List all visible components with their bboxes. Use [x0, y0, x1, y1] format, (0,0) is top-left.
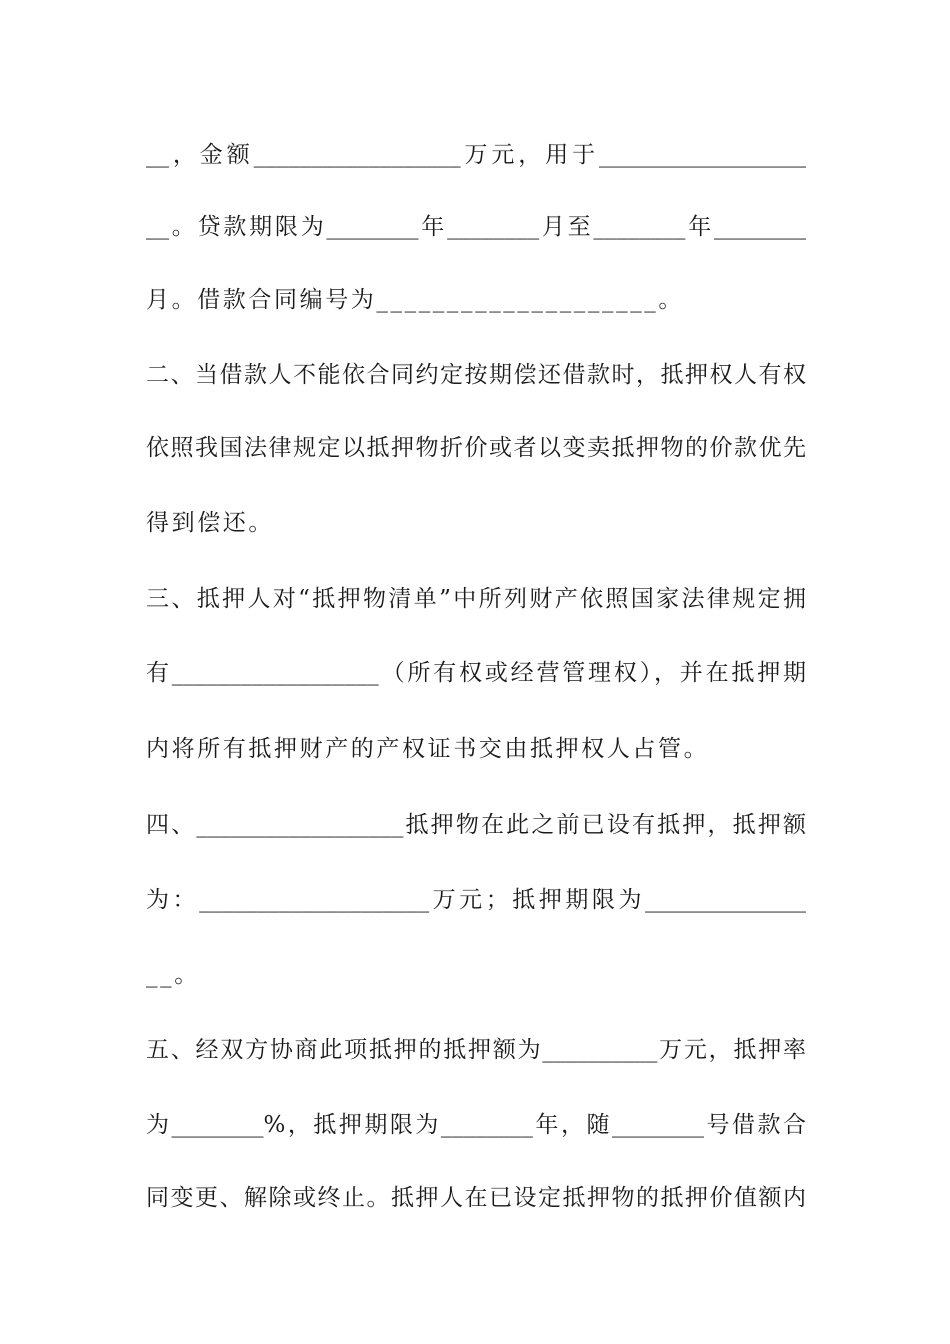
- text-line: 为：____________________万元；抵押期限为______________: [146, 887, 806, 913]
- text-line: 五、经双方协商此项抵押的抵押额为__________万元，抵押率: [146, 1037, 806, 1063]
- text-line: 为________%，抵押期限为________年，随________号借款合: [146, 1112, 806, 1138]
- text-line: 内将所有抵押财产的产权证书交由抵押权人占管。: [146, 736, 710, 762]
- text-line: 四、__________________抵押物在此之前已设有抵押，抵押额: [146, 812, 806, 838]
- text-line: __。: [146, 962, 200, 988]
- text-line: 月。借款合同编号为____________________。: [146, 287, 684, 313]
- text-line: __，金额__________________万元，用于__________________: [146, 142, 806, 168]
- text-line: 有__________________（所有权或经营管理权），并在抵押期: [146, 660, 806, 686]
- text-line: 三、抵押人对“抵押物清单”中所列财产依照国家法律规定拥: [146, 586, 806, 612]
- text-line: 二、当借款人不能依合同约定按期偿还借款时，抵押权人有权: [146, 362, 806, 388]
- text-line: 得到偿还。: [146, 510, 274, 536]
- text-line: 依照我国法律规定以抵押物折价或者以变卖抵押物的价款优先: [146, 435, 806, 461]
- text-line: __。贷款期限为________年________月至________年________: [146, 214, 806, 240]
- text-line: 同变更、解除或终止。抵押人在已设定抵押物的抵押价值额内: [146, 1185, 806, 1211]
